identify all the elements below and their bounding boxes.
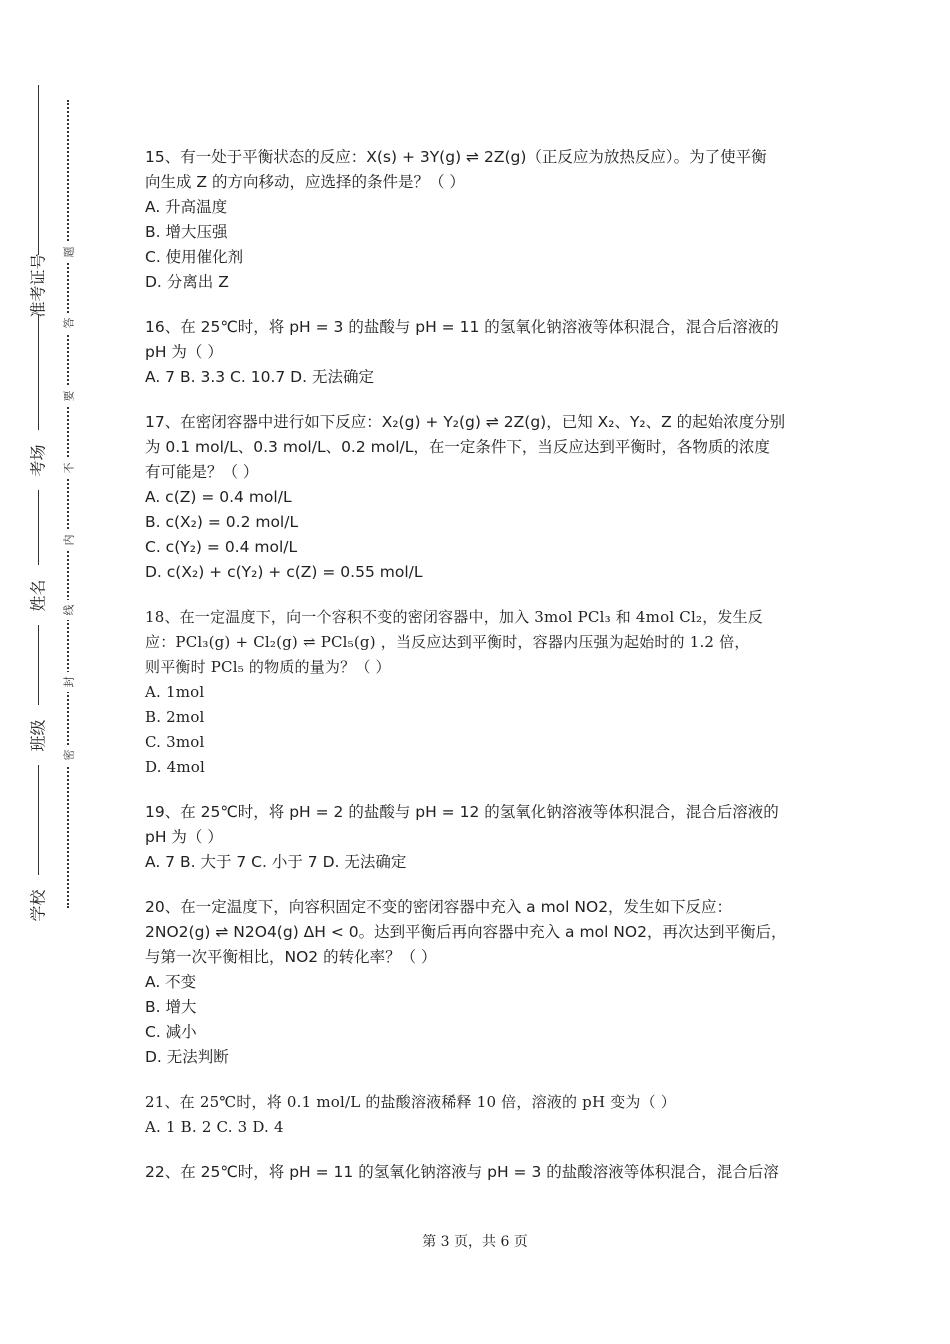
question-line: 21、在 25℃时，将 0.1 mol/L 的盐酸溶液稀释 10 倍，溶液的 pH 变为（ ） xyxy=(145,1093,676,1111)
question-line: 17、在密闭容器中进行如下反应：X₂(g) + Y₂(g) ⇌ 2Z(g)，已知 X₂、Y₂、Z 的起始浓度分别 xyxy=(145,413,786,431)
seal-char: 封 xyxy=(58,672,78,692)
question-list xyxy=(145,145,825,1205)
seal-char: 不 xyxy=(58,458,78,478)
field-label-school: 学校 xyxy=(22,875,52,935)
field-label-class: 班级 xyxy=(22,705,52,765)
page-footer: 第 3 页，共 6 页 xyxy=(422,1234,528,1250)
seal-dotted-line xyxy=(67,100,69,908)
question-line: 与第一次平衡相比，NO2 的转化率？（ ） xyxy=(145,948,437,966)
seal-char: 答 xyxy=(58,313,78,333)
question-line: 19、在 25℃时，将 pH = 2 的盐酸与 pH = 12 的氢氧化钠溶液等体积混合，混合后溶液的 xyxy=(145,803,779,821)
question-line: C. 减小 xyxy=(145,1023,197,1041)
question-line: A. 1mol xyxy=(145,683,205,701)
binding-solid-line xyxy=(38,85,39,905)
question-line: 则平衡时 PCl₅ 的物质的量为？（ ） xyxy=(145,658,391,676)
question-line: D. 分离出 Z xyxy=(145,273,229,291)
question-line: 20、在一定温度下，向容积固定不变的密闭容器中充入 a mol NO2，发生如下反应： xyxy=(145,898,733,916)
question-line: 应：PCl₃(g) + Cl₂(g) ⇌ PCl₅(g) ，当反应达到平衡时，容器内压强为起始时的 1.2 倍， xyxy=(145,633,750,651)
question-line: A. 7 B. 大于 7 C. 小于 7 D. 无法确定 xyxy=(145,853,407,871)
question-line: 18、在一定温度下，向一个容积不变的密闭容器中，加入 3mol PCl₃ 和 4mol Cl₂，发生反 xyxy=(145,608,763,626)
field-label-exam-id: 准考证号 xyxy=(22,255,52,315)
question-block xyxy=(145,315,825,390)
question-block xyxy=(145,605,825,780)
question-line: B. 增大压强 xyxy=(145,223,228,241)
question-line: B. c(X₂) = 0.2 mol/L xyxy=(145,513,299,531)
question-line: C. 使用催化剂 xyxy=(145,248,244,266)
binding-margin xyxy=(0,0,120,1344)
question-block xyxy=(145,145,825,295)
question-line: 有可能是？（ ） xyxy=(145,463,259,481)
question-line: A. 1 B. 2 C. 3 D. 4 xyxy=(145,1118,284,1136)
question-block xyxy=(145,800,825,875)
question-line: A. c(Z) = 0.4 mol/L xyxy=(145,488,292,506)
question-line: C. c(Y₂) = 0.4 mol/L xyxy=(145,538,298,556)
question-block xyxy=(145,895,825,1070)
question-line: D. c(X₂) + c(Y₂) + c(Z) = 0.55 mol/L xyxy=(145,563,423,581)
question-line: pH 为（ ） xyxy=(145,343,223,361)
question-line: D. 4mol xyxy=(145,758,206,776)
seal-char: 内 xyxy=(58,530,78,550)
question-line: 向生成 Z 的方向移动，应选择的条件是？（ ） xyxy=(145,173,465,191)
question-line: 16、在 25℃时，将 pH = 3 的盐酸与 pH = 11 的氢氧化钠溶液等体积混合，混合后溶液的 xyxy=(145,318,779,336)
question-line: B. 增大 xyxy=(145,998,197,1016)
question-line: A. 升高温度 xyxy=(145,198,228,216)
field-label-exam-room: 考场 xyxy=(22,430,52,490)
question-line: 为 0.1 mol/L、0.3 mol/L、0.2 mol/L，在一定条件下，当反应达到平衡时，各物质的浓度 xyxy=(145,438,770,456)
field-label-name: 姓名 xyxy=(22,565,52,625)
question-block xyxy=(145,1090,825,1140)
question-line: 22、在 25℃时，将 pH = 11 的氢氧化钠溶液与 pH = 3 的盐酸溶液等体积混合，混合后溶 xyxy=(145,1163,779,1181)
question-line: A. 7 B. 3.3 C. 10.7 D. 无法确定 xyxy=(145,368,374,386)
seal-char: 线 xyxy=(58,600,78,620)
question-line: 2NO2(g) ⇌ N2O4(g) ΔH < 0。达到平衡后再向容器中充入 a mol NO2，再次达到平衡后， xyxy=(145,923,787,941)
question-line: C. 3mol xyxy=(145,733,205,751)
seal-char: 密 xyxy=(58,745,78,765)
question-block xyxy=(145,410,825,585)
question-block xyxy=(145,1160,825,1185)
question-line: 15、有一处于平衡状态的反应：X(s) + 3Y(g) ⇌ 2Z(g)（正反应为放热反应）。为了使平衡 xyxy=(145,148,767,166)
seal-char: 要 xyxy=(58,386,78,406)
question-line: D. 无法判断 xyxy=(145,1048,229,1066)
seal-char: 题 xyxy=(58,242,78,262)
question-line: B. 2mol xyxy=(145,708,205,726)
question-line: pH 为（ ） xyxy=(145,828,223,846)
question-line: A. 不变 xyxy=(145,973,197,991)
